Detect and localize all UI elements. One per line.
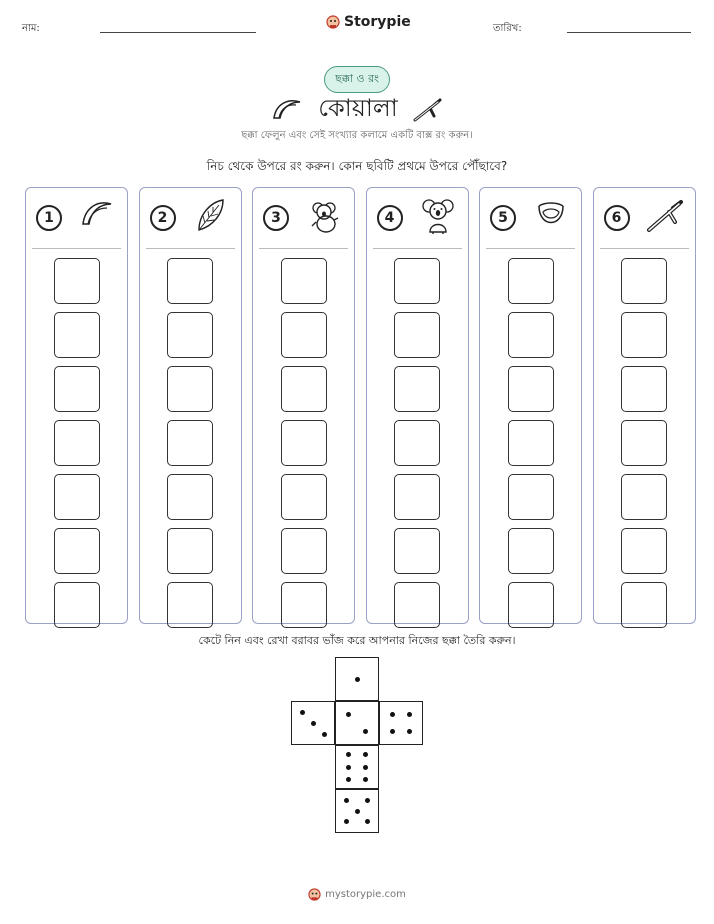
dice-pip xyxy=(355,677,360,682)
dice-face-4 xyxy=(379,701,423,745)
color-box[interactable] xyxy=(281,420,327,466)
footer xyxy=(308,887,406,902)
color-box[interactable] xyxy=(281,528,327,574)
column-number: 6 xyxy=(604,205,630,231)
color-box[interactable] xyxy=(54,312,100,358)
color-box[interactable] xyxy=(508,528,554,574)
claw-icon xyxy=(77,196,117,240)
color-box[interactable] xyxy=(54,582,100,628)
dice-pip xyxy=(344,798,349,803)
question-text: নিচ থেকে উপরে রং করুন। কোন ছবিটি প্রথমে উপরে পৌঁছাবে? xyxy=(206,159,508,173)
color-box[interactable] xyxy=(167,312,213,358)
leaf-icon xyxy=(191,196,231,240)
color-box[interactable] xyxy=(508,420,554,466)
column-header xyxy=(253,188,354,248)
dice-pip xyxy=(322,732,327,737)
color-box[interactable] xyxy=(508,258,554,304)
dice-pip xyxy=(363,752,368,757)
color-box[interactable] xyxy=(508,312,554,358)
koala-sitting-icon xyxy=(418,196,458,240)
storypie-mascot-icon xyxy=(326,14,340,30)
dice-pip xyxy=(363,729,368,734)
pouch-icon xyxy=(531,196,571,240)
color-box[interactable] xyxy=(167,420,213,466)
name-label: নাম: xyxy=(22,23,40,34)
column-header xyxy=(367,188,468,248)
color-box[interactable] xyxy=(394,474,440,520)
page-title: কোয়ালা xyxy=(318,94,398,122)
dice-pip xyxy=(365,819,370,824)
title-row xyxy=(270,90,443,130)
color-box[interactable] xyxy=(281,582,327,628)
column-number: 5 xyxy=(490,205,516,231)
column-header xyxy=(26,188,127,248)
dice-pip xyxy=(346,777,351,782)
dice-face-3 xyxy=(291,701,335,745)
color-box[interactable] xyxy=(167,528,213,574)
color-box[interactable] xyxy=(281,366,327,412)
color-box[interactable] xyxy=(167,474,213,520)
column-header xyxy=(140,188,241,248)
dice-pip xyxy=(365,798,370,803)
color-box[interactable] xyxy=(394,582,440,628)
storypie-mascot-icon xyxy=(308,887,321,902)
color-box[interactable] xyxy=(621,528,667,574)
branch-icon xyxy=(412,96,444,124)
column-6 xyxy=(593,187,696,624)
dice-face-1 xyxy=(335,657,379,701)
color-box[interactable] xyxy=(394,312,440,358)
column-header xyxy=(480,188,581,248)
column-2 xyxy=(139,187,242,624)
dice-pip xyxy=(311,721,316,726)
color-box[interactable] xyxy=(54,528,100,574)
column-3 xyxy=(252,187,355,624)
color-box[interactable] xyxy=(621,258,667,304)
color-box[interactable] xyxy=(167,258,213,304)
color-box[interactable] xyxy=(281,474,327,520)
color-box[interactable] xyxy=(394,366,440,412)
column-header xyxy=(594,188,695,248)
instruction-text: ছক্কা ফেলুন এবং সেই সংখ্যার কলামে একটি বাক্স রং করুন। xyxy=(241,130,473,141)
koala-climbing-icon xyxy=(304,196,344,240)
color-box[interactable] xyxy=(54,258,100,304)
dice-pip xyxy=(355,809,360,814)
color-box[interactable] xyxy=(394,528,440,574)
color-box[interactable] xyxy=(508,474,554,520)
column-number: 3 xyxy=(263,205,289,231)
cut-note: কেটে নিন এবং রেখা বরাবর ভাঁজ করে আপনার নিজের ছক্কা তৈরি করুন। xyxy=(198,634,516,647)
dice-pip xyxy=(344,819,349,824)
name-line[interactable] xyxy=(100,32,256,33)
dice-face-5 xyxy=(335,789,379,833)
dice-pip xyxy=(363,765,368,770)
color-box[interactable] xyxy=(54,474,100,520)
dice-pip xyxy=(346,752,351,757)
color-box[interactable] xyxy=(621,582,667,628)
column-4 xyxy=(366,187,469,624)
activity-tag: ছক্কা ও রং xyxy=(324,66,390,93)
branch-icon xyxy=(645,196,685,240)
column-5 xyxy=(479,187,582,624)
dice-pip xyxy=(390,729,395,734)
footer-url: mystorypie.com xyxy=(325,889,406,900)
color-box[interactable] xyxy=(54,420,100,466)
dice-pip xyxy=(407,729,412,734)
column-number: 2 xyxy=(150,205,176,231)
date-line[interactable] xyxy=(567,32,691,33)
color-box[interactable] xyxy=(281,258,327,304)
color-box[interactable] xyxy=(167,366,213,412)
column-number: 1 xyxy=(36,205,62,231)
color-box[interactable] xyxy=(508,366,554,412)
dice-face-2 xyxy=(335,701,379,745)
dice-pip xyxy=(407,712,412,717)
dice-pip xyxy=(346,765,351,770)
color-box[interactable] xyxy=(621,366,667,412)
color-box[interactable] xyxy=(621,420,667,466)
column-1 xyxy=(25,187,128,624)
color-box[interactable] xyxy=(621,474,667,520)
dice-pip xyxy=(390,712,395,717)
brand-name: Storypie xyxy=(344,14,411,30)
claw-icon xyxy=(270,96,304,124)
color-box[interactable] xyxy=(508,582,554,628)
dice-pip xyxy=(363,777,368,782)
color-box[interactable] xyxy=(394,258,440,304)
date-label: তারিখ: xyxy=(493,23,522,34)
dice-face-6 xyxy=(335,745,379,789)
brand-logo xyxy=(326,14,411,30)
color-box[interactable] xyxy=(281,312,327,358)
color-box[interactable] xyxy=(621,312,667,358)
color-box[interactable] xyxy=(54,366,100,412)
dice-pip xyxy=(346,712,351,717)
column-number: 4 xyxy=(377,205,403,231)
color-box[interactable] xyxy=(394,420,440,466)
dice-pip xyxy=(300,710,305,715)
color-box[interactable] xyxy=(167,582,213,628)
